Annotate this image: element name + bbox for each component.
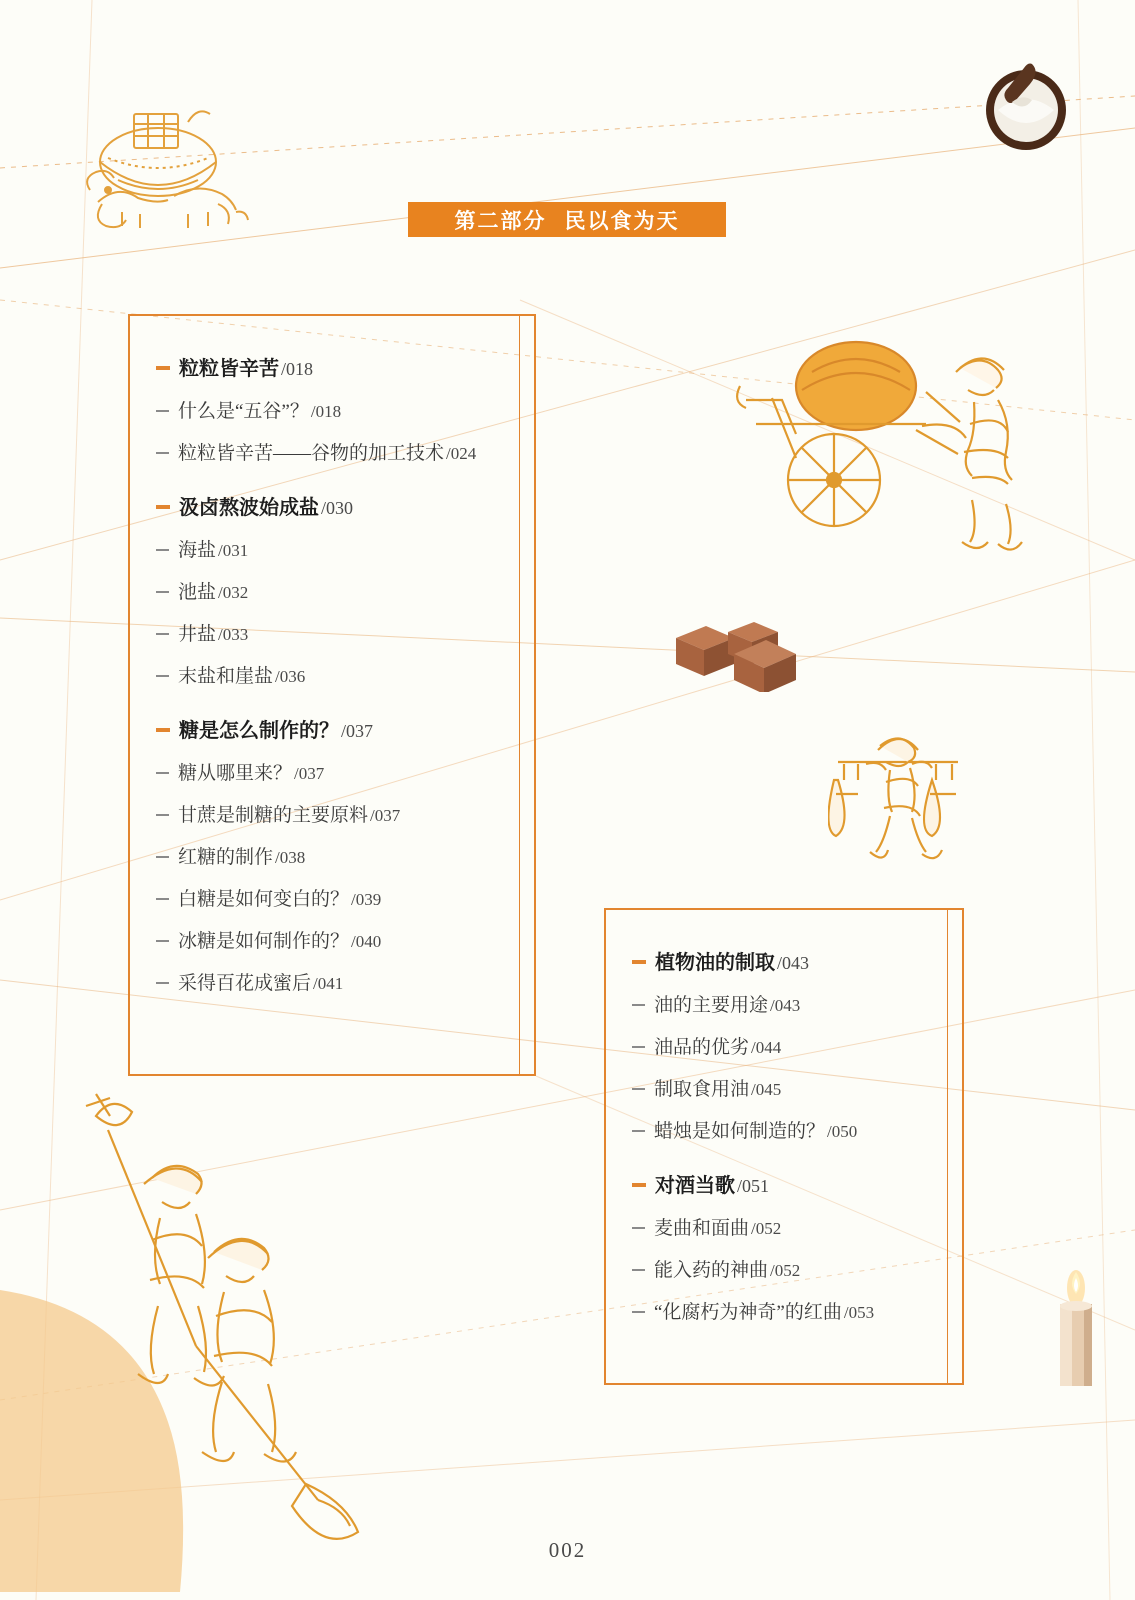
toc-bullet-dash-icon — [156, 940, 169, 942]
toc-bullet-dash-icon — [632, 1269, 645, 1271]
toc-entry-label: 池盐 — [178, 582, 217, 603]
toc-entry-page: /044 — [751, 1038, 782, 1057]
toc-entry-label: 糖是怎么制作的？ — [179, 720, 339, 742]
toc-entry-page: /024 — [446, 444, 477, 463]
toc-entry-page: /033 — [218, 625, 249, 644]
toc-bullet-dash-icon — [156, 505, 170, 509]
candle-photo — [1046, 1268, 1110, 1388]
toc-entry-page: /038 — [275, 848, 306, 867]
toc-box-left — [128, 314, 536, 1076]
water-carrier-illustration — [828, 720, 968, 880]
toc-entry-section[interactable] — [632, 1169, 936, 1198]
toc-entry-label: 对酒当歌 — [655, 1175, 735, 1197]
toc-entry-page: /043 — [777, 953, 810, 973]
toc-entry-item[interactable] — [156, 661, 508, 688]
toc-entry-page: /052 — [770, 1261, 801, 1280]
toc-entry-item[interactable] — [632, 1297, 936, 1324]
toc-bullet-dash-icon — [632, 1227, 645, 1229]
toc-entry-page: /053 — [843, 1303, 875, 1322]
toc-entry-label: 汲卤熬波始成盐 — [179, 497, 319, 519]
toc-entry-label: 冰糖是如何制作的？ — [178, 931, 350, 952]
toc-entry-item[interactable] — [156, 800, 508, 827]
toc-bullet-dash-icon — [632, 1183, 646, 1187]
toc-bullet-dash-icon — [632, 1004, 645, 1006]
toc-entry-item[interactable] — [156, 842, 508, 869]
toc-entry-item[interactable] — [156, 438, 508, 465]
toc-box-right-inner-rule — [947, 910, 948, 1383]
toc-entry-label: 油的主要用途 — [654, 995, 769, 1016]
toc-bullet-dash-icon — [156, 591, 169, 593]
toc-entry-item[interactable] — [632, 990, 936, 1017]
toc-bullet-dash-icon — [156, 856, 169, 858]
part-title-label: 民以食为天 — [564, 208, 680, 233]
part-title-banner — [408, 202, 726, 237]
toc-entry-label: 井盐 — [178, 624, 217, 645]
toc-entry-section[interactable] — [632, 946, 936, 975]
toc-entry-label: 油品的优劣 — [654, 1037, 750, 1058]
toc-bullet-dash-icon — [156, 814, 169, 816]
toc-entry-page: /043 — [770, 996, 801, 1015]
toc-entry-label: 粒粒皆辛苦 — [179, 358, 279, 380]
toc-entry-label: 末盐和崖盐 — [178, 666, 274, 687]
toc-bullet-dash-icon — [156, 982, 169, 984]
toc-entry-label: 海盐 — [178, 540, 217, 561]
toc-entry-page: /018 — [310, 402, 342, 421]
toc-entry-item[interactable] — [156, 535, 508, 562]
sugar-cubes-photo — [672, 612, 812, 692]
toc-entry-page: /037 — [294, 764, 325, 783]
toc-entry-page: /040 — [351, 932, 382, 951]
toc-entry-label: 白糖是如何变白的？ — [178, 889, 350, 910]
toc-bullet-dash-icon — [156, 633, 169, 635]
toc-entry-label: “化腐朽为神奇”的红曲 — [654, 1302, 842, 1323]
toc-bullet-dash-icon — [156, 675, 169, 677]
toc-entry-item[interactable] — [156, 577, 508, 604]
toc-entry-item[interactable] — [156, 758, 508, 785]
toc-bullet-dash-icon — [632, 960, 646, 964]
toc-entry-page: /030 — [321, 498, 354, 518]
toc-entry-section[interactable] — [156, 352, 508, 381]
toc-entry-item[interactable] — [632, 1032, 936, 1059]
toc-box-left-inner-rule — [519, 316, 520, 1074]
toc-entry-item[interactable] — [632, 1074, 936, 1101]
toc-entry-item[interactable] — [156, 396, 508, 423]
toc-entry-item[interactable] — [156, 884, 508, 911]
page-number: 002 — [548, 1538, 587, 1562]
toc-entry-item[interactable] — [156, 968, 508, 995]
toc-bullet-dash-icon — [156, 772, 169, 774]
winnowing-farmers-illustration — [0, 1060, 420, 1600]
toc-entry-item[interactable] — [156, 619, 508, 646]
toc-entry-label: 植物油的制取 — [655, 952, 775, 974]
toc-entry-label: 采得百花成蜜后 — [178, 973, 312, 994]
toc-entry-page: /036 — [275, 667, 306, 686]
toc-entry-label: 甘蔗是制糖的主要原料 — [178, 805, 369, 826]
toc-entry-label: 麦曲和面曲 — [654, 1218, 750, 1239]
toc-entry-label: 制取食用油 — [654, 1079, 750, 1100]
toc-entry-page: /051 — [737, 1176, 770, 1196]
toc-entry-page: /032 — [218, 583, 249, 602]
toc-bullet-dash-icon — [632, 1130, 645, 1132]
toc-entry-page: /031 — [218, 541, 249, 560]
toc-bullet-dash-icon — [156, 410, 169, 412]
toc-entry-page: /037 — [370, 806, 401, 825]
toc-entry-item[interactable] — [632, 1213, 936, 1240]
toc-entry-page: /039 — [351, 890, 382, 909]
wheelbarrow-porter-illustration — [716, 328, 1036, 568]
toc-bullet-dash-icon — [156, 898, 169, 900]
toc-bullet-dash-icon — [632, 1311, 645, 1313]
toc-list-right — [632, 946, 936, 1339]
toc-box-right — [604, 908, 964, 1385]
cauldron-and-oxen-illustration — [78, 62, 258, 232]
toc-bullet-dash-icon — [632, 1046, 645, 1048]
toc-entry-label: 粒粒皆辛苦——谷物的加工技术 — [178, 443, 445, 464]
toc-bullet-dash-icon — [156, 452, 169, 454]
salt-bowl-photo — [978, 58, 1074, 154]
toc-bullet-dash-icon — [156, 549, 169, 551]
toc-entry-label: 红糖的制作 — [178, 847, 274, 868]
toc-entry-page: /050 — [827, 1122, 858, 1141]
toc-entry-item[interactable] — [632, 1116, 936, 1143]
toc-entry-item[interactable] — [632, 1255, 936, 1282]
part-number-label: 第二部分 — [454, 208, 547, 233]
toc-entry-label: 什么是“五谷”？ — [178, 401, 309, 422]
toc-bullet-dash-icon — [632, 1088, 645, 1090]
toc-entry-page: /018 — [281, 359, 314, 379]
toc-list-left — [156, 352, 508, 1010]
toc-entry-page: /052 — [751, 1219, 782, 1238]
toc-entry-label: 能入药的神曲 — [654, 1260, 769, 1281]
toc-entry-page: /037 — [341, 721, 374, 741]
toc-bullet-dash-icon — [156, 366, 170, 370]
toc-entry-section[interactable] — [156, 714, 508, 743]
toc-entry-page: /041 — [313, 974, 344, 993]
toc-entry-section[interactable] — [156, 491, 508, 520]
toc-bullet-dash-icon — [156, 728, 170, 732]
toc-entry-page: /045 — [751, 1080, 782, 1099]
toc-entry-label: 蜡烛是如何制造的？ — [654, 1121, 826, 1142]
toc-entry-item[interactable] — [156, 926, 508, 953]
toc-entry-label: 糖从哪里来？ — [178, 763, 293, 784]
